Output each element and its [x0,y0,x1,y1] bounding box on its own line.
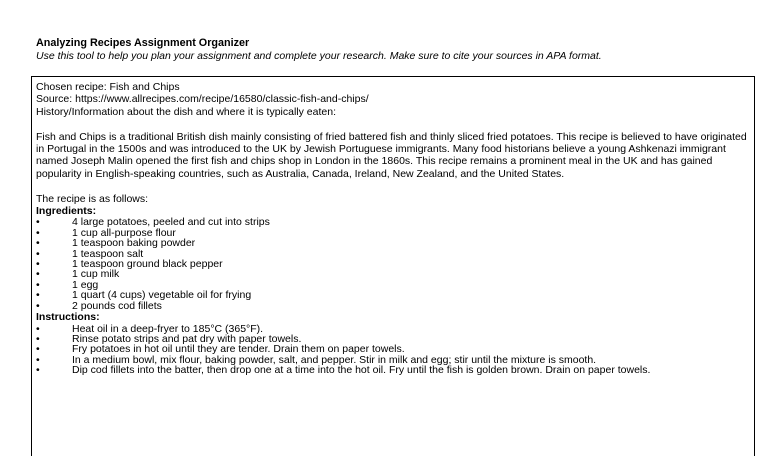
spacer [36,118,750,130]
page-title: Analyzing Recipes Assignment Organizer [36,37,250,49]
bullet-icon [36,365,40,375]
ingredient-item: • 4 large potatoes, peeled and cut into strips [36,217,750,227]
history-paragraph: Fish and Chips is a traditional British dish mainly consisting of fried battered fish and thinly sliced fried potatoes. This recipe is believed to have originated in Portugal in the 1500s and was introduced to the UK by Jewish Portuguese immigrants. Many food historians believe a young Ashkenazi immigrant named Joseph Malin opened the first fish and chips shop in London in the 1860s. This recipe remains a prominent meal in the UK and has gained popularity in English-speaking countries, such as Australia, Canada, Ireland, New Zealand, and the United States. [36,130,747,180]
recipe-intro: The recipe is as follows: [36,192,149,205]
ingredient-item: • 1 teaspoon ground black pepper [36,259,750,269]
chosen-recipe-line: Chosen recipe: Fish and Chips [36,81,180,93]
ingredients-list [36,217,750,311]
instructions-list [36,324,750,376]
page-header [36,37,756,63]
instruction-item: • Rinse potato strips and pat dry with paper towels. [36,334,750,344]
instruction-item: • Heat oil in a deep-fryer to 185°C (365°F). [36,324,750,334]
ingredient-item: • 1 cup all-purpose flour [36,228,750,238]
bullet-icon [36,301,40,311]
ingredient-item: • 1 teaspoon baking powder [36,238,750,248]
ingredient-item: • 2 pounds cod fillets [36,301,750,311]
source-line: Source: https://www.allrecipes.com/recipe/16580/classic-fish-and-chips/ [36,93,369,106]
ingredient-item: • 1 cup milk [36,269,750,279]
history-label: History/Information about the dish and where it is typically eaten: [36,105,336,118]
spacer [36,180,750,192]
instruction-item: • In a medium bowl, mix flour, baking powder, salt, and pepper. Stir in milk and egg; stir until the mixture is smooth. [36,355,750,365]
instructions-heading: Instructions: [36,311,100,324]
instruction-item: • Fry potatoes in hot oil until they are tender. Drain them on paper towels. [36,344,750,354]
ingredient-item: • 1 teaspoon salt [36,249,750,259]
ingredient-item: • 1 quart (4 cups) vegetable oil for frying [36,290,750,300]
organizer-text-box[interactable] [31,76,755,456]
ingredient-item: • 1 egg [36,280,750,290]
instruction-item: • Dip cod fillets into the batter, then drop one at a time into the hot oil. Fry until the fish is golden brown. Drain on paper towels. [36,365,750,375]
ingredients-heading: Ingredients: [36,205,97,218]
page-subtitle: Use this tool to help you plan your assignment and complete your research. Make sure to cite your sources in APA format. [36,50,602,62]
